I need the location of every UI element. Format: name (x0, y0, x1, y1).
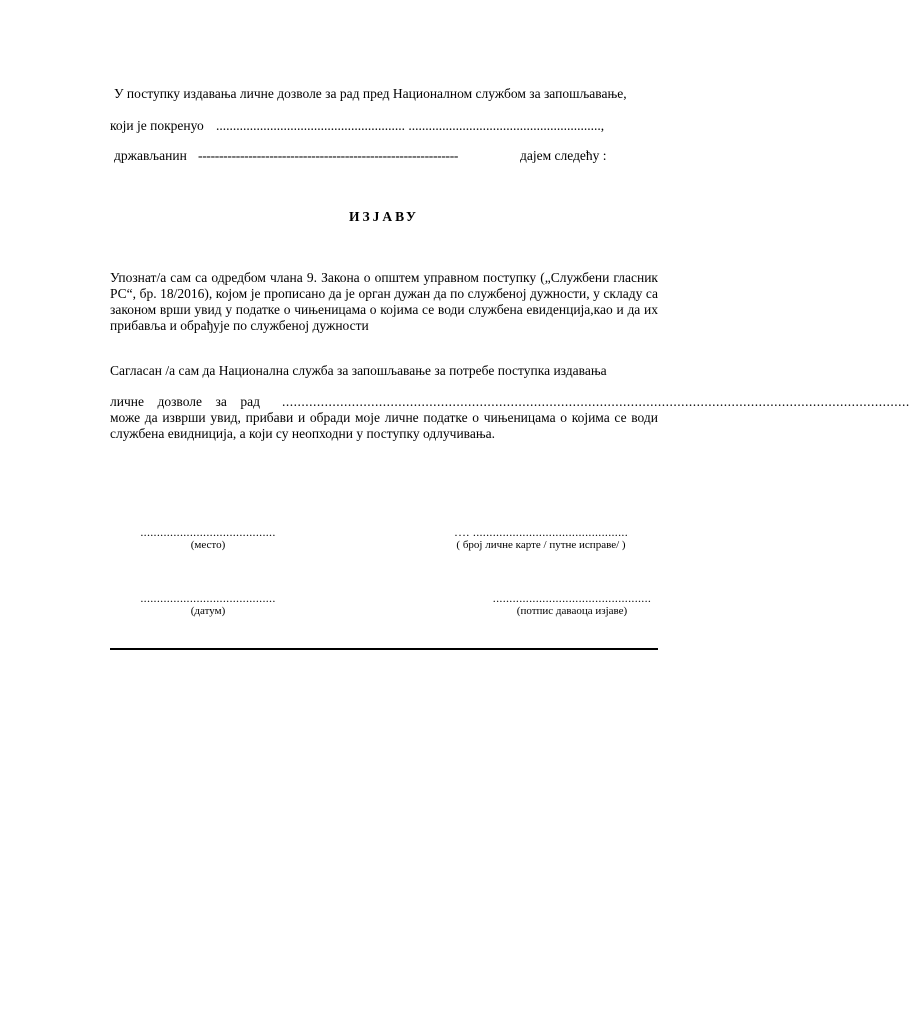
bottom-divider (110, 648, 658, 650)
consent-line: Сагласан /а сам да Национална служба за запошљавање за потребе поступка издавања (110, 363, 607, 378)
intro-line: У поступку издавања личне дозволе за рад пред Националном службом за запошљавање, (114, 86, 627, 101)
permit-field[interactable]: .................................................................................................................................................................. (281, 394, 910, 409)
id-number-field[interactable]: …. ............................................... (454, 525, 628, 539)
place-caption: (место) (190, 539, 226, 551)
permit-label: личне дозволе за рад (110, 394, 260, 409)
permit-row (110, 394, 910, 410)
signature-block (484, 591, 660, 618)
signature-field[interactable]: ................................................ (492, 591, 652, 605)
place-field[interactable]: ......................................... (140, 525, 276, 539)
date-caption: (датум) (190, 605, 226, 617)
id-signature-block (446, 525, 636, 552)
paragraph-consent: може да изврши увид, прибави и обради моје личне податке о чињеницама о којима се води службена евидниција, а који су неопходни у поступку одлучивања. (110, 410, 658, 441)
initiated-by-row (110, 118, 204, 134)
declare-label: дајем следећу : (520, 148, 607, 163)
citizen-label: држављанин (114, 148, 187, 163)
initiated-by-field[interactable]: ........................................................ ........................................................., (216, 118, 605, 133)
citizenship-field[interactable]: -------------------------------------------------------------- (198, 148, 459, 163)
paragraph-law-notice: Упознат/а сам са одредбом члана 9. Закона о општем управном поступку („Службени гласник РС“, бр. 18/2016), којом је прописано да је орган дужан да по службеној дужности, у складу са законом врши увид у податке о чињеницама о којима се води службена евиденција,као и да их прибавља и обрађује по службеној дужности (110, 270, 658, 333)
place-signature-block (133, 525, 283, 552)
document-title: ИЗЈАВУ (349, 209, 419, 224)
date-field[interactable]: ......................................... (140, 591, 276, 605)
date-signature-block (133, 591, 283, 618)
id-caption: ( број личне карте / путне исправе/ ) (456, 539, 626, 551)
signature-caption: (потпис даваоца изјаве) (516, 605, 628, 617)
initiated-label: који је покренуо (110, 118, 204, 133)
